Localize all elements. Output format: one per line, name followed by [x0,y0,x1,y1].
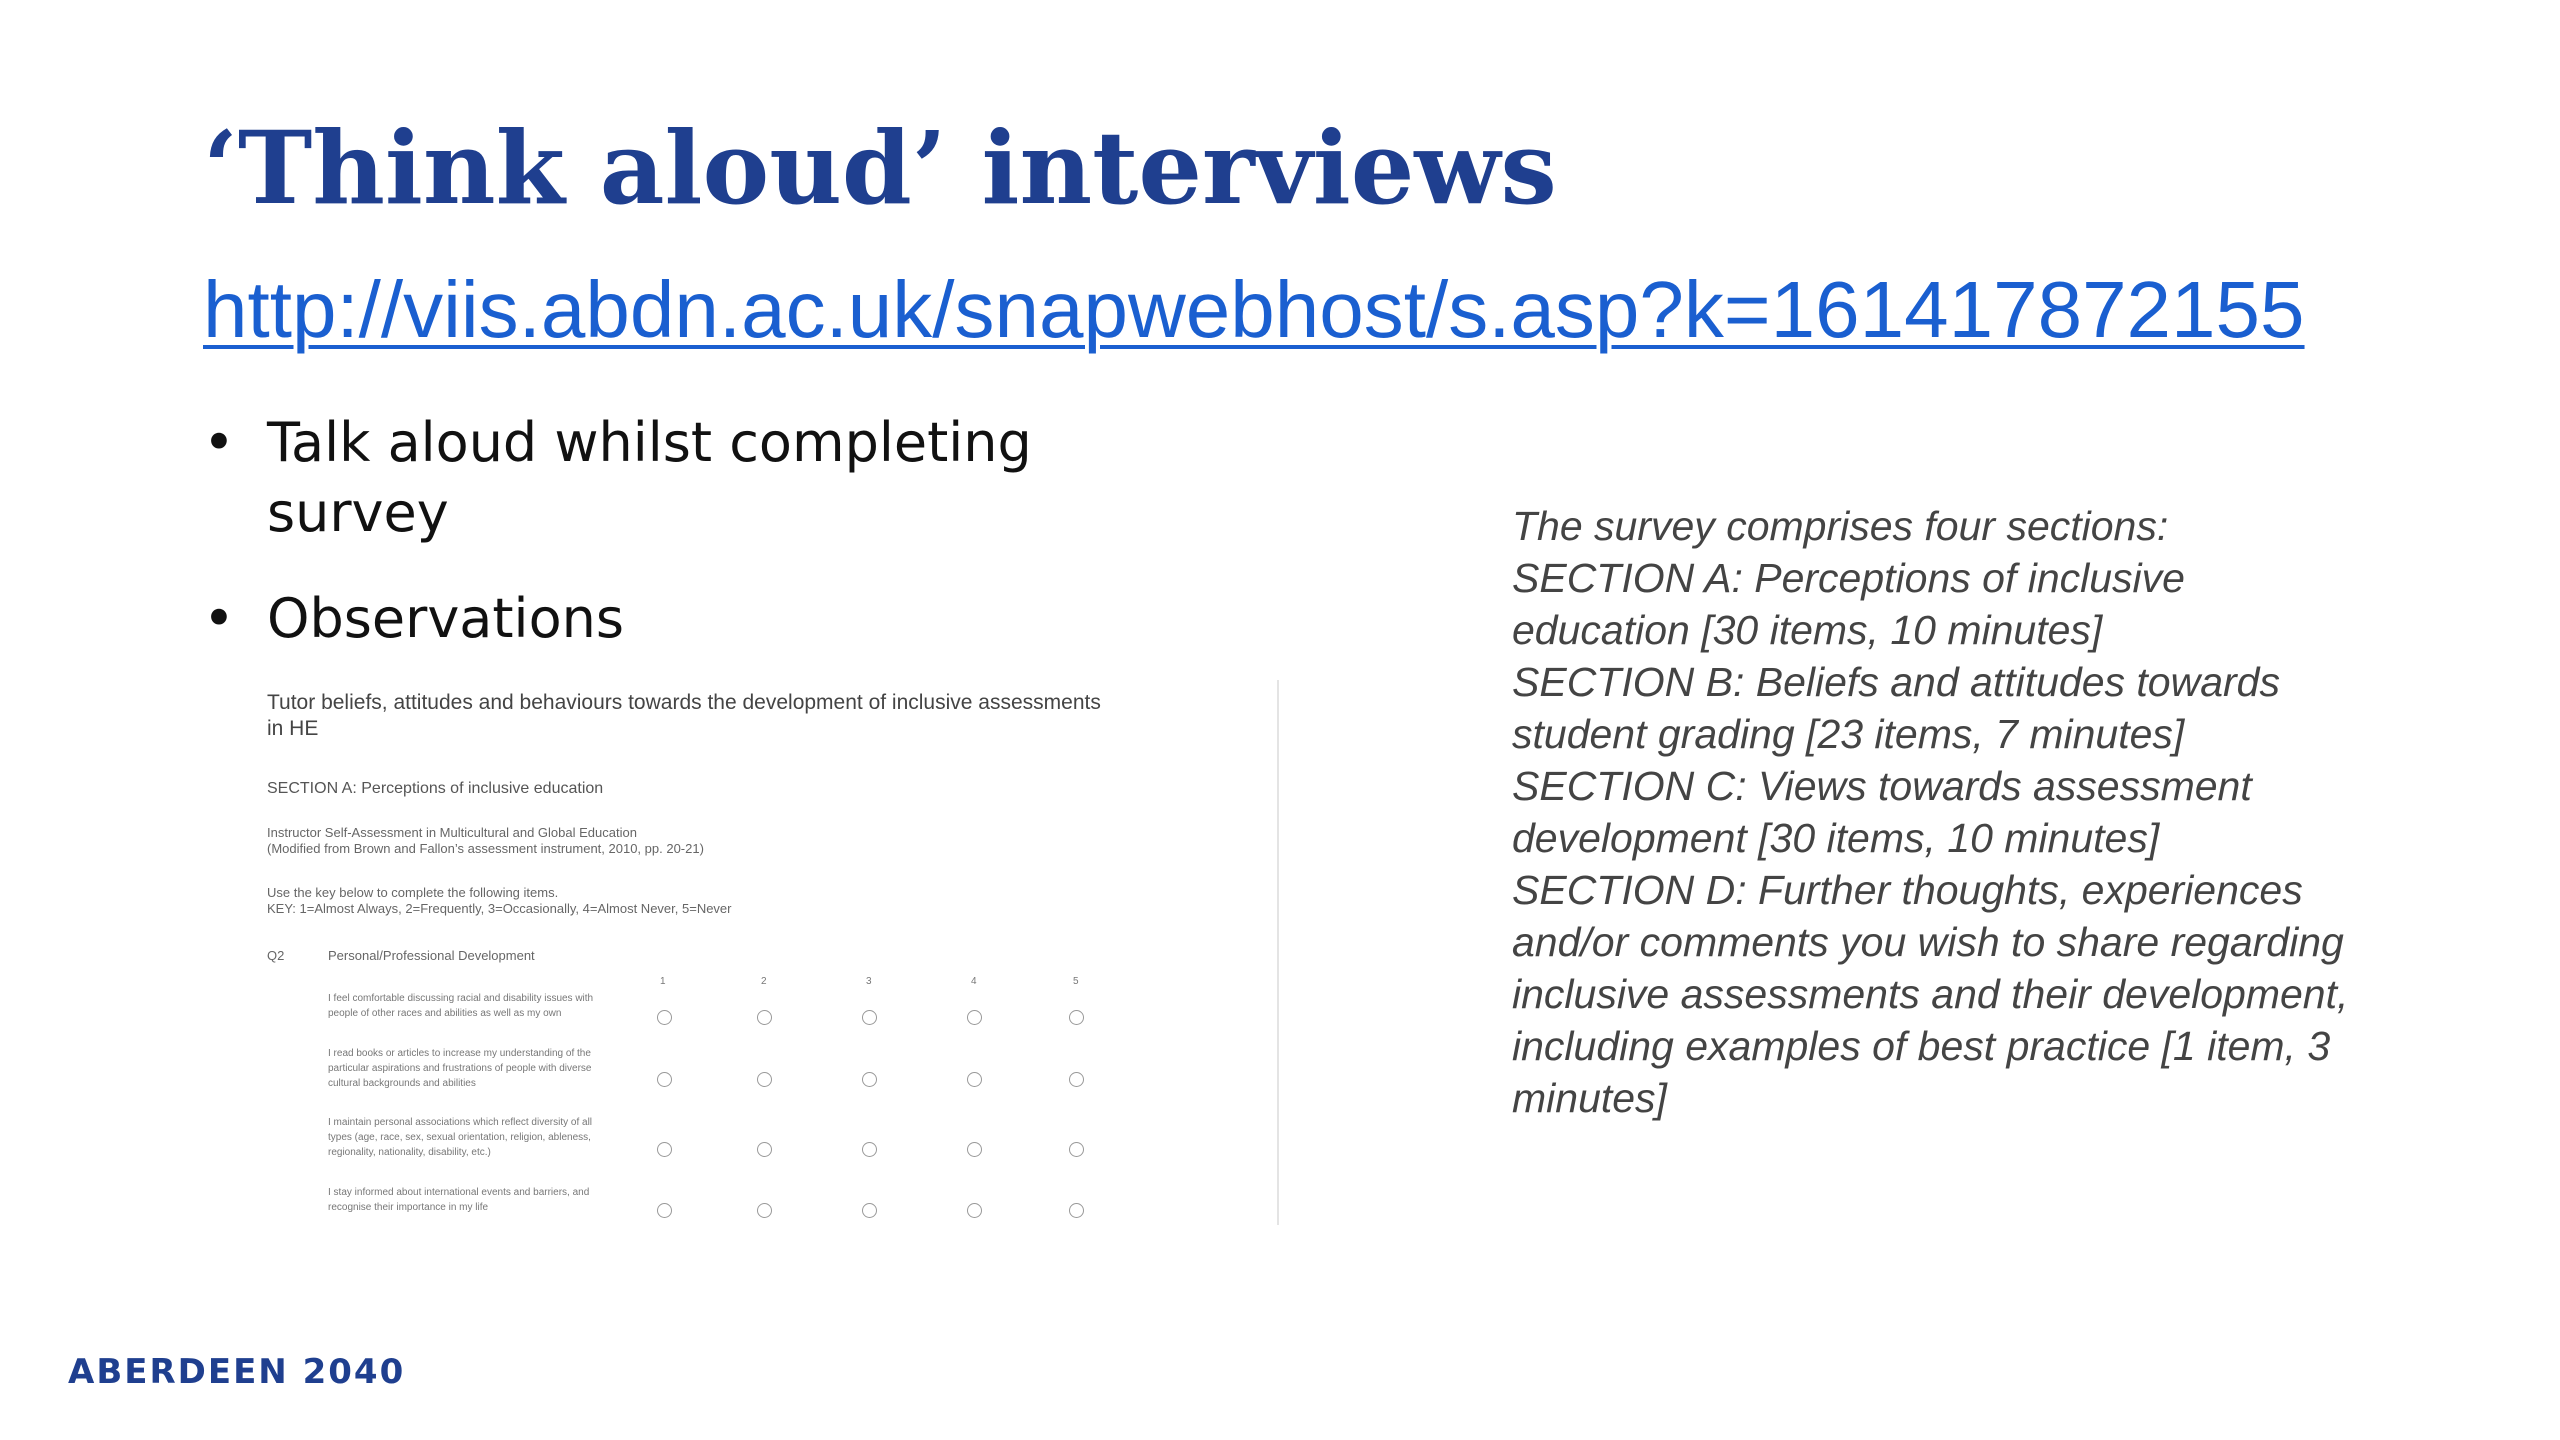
radio-option[interactable] [657,1203,672,1218]
radio-option[interactable] [657,1010,672,1025]
survey-item: I feel comfortable discussing racial and disability issues with people of other races and abilities as well as my own [328,993,594,1019]
slide-title: ‘Think aloud’ interviews [203,109,1557,227]
bullet-marker: • [203,587,235,650]
radio-option[interactable] [967,1142,982,1157]
radio-option[interactable] [862,1203,877,1218]
key-line: Use the key below to complete the following items. [267,885,559,900]
instrument-line: Instructor Self-Assessment in Multicultural and Global Education [267,825,637,840]
survey-section-heading: SECTION A: Perceptions of inclusive education [267,780,604,797]
survey-screenshot [265,680,1280,1225]
survey-description-line: SECTION D: Further thoughts, experiences and/or comments you wish to share regarding inclusive assessments and their development, including examples of best practice [1 item, 3 minutes] [1512,867,2349,1121]
survey-description [1512,500,2372,1124]
question-number: Q2 [267,948,285,963]
radio-option[interactable] [967,1203,982,1218]
survey-item: I read books or articles to increase my understanding of the particular aspirations and frustrations of people with diverse cultural backgrounds and abilities [328,1048,592,1089]
survey-description-line: SECTION C: Views towards assessment development [30 items, 10 minutes] [1512,763,2252,861]
survey-description-line: SECTION B: Beliefs and attitudes towards student grading [23 items, 7 minutes] [1512,659,2280,757]
scale-label: 3 [866,976,872,987]
survey-form-title: Tutor beliefs, attitudes and behaviours towards the development of inclusive assessments in HE [267,691,1101,740]
radio-option[interactable] [862,1072,877,1087]
bullet-text: Talk aloud whilst completing survey [267,411,1032,544]
key-line: KEY: 1=Almost Always, 2=Frequently, 3=Occasionally, 4=Almost Never, 5=Never [267,901,732,916]
radio-option[interactable] [967,1010,982,1025]
radio-option[interactable] [1069,1203,1084,1218]
instrument-line: (Modified from Brown and Fallon’s assessment instrument, 2010, pp. 20-21) [267,841,704,856]
survey-link[interactable]: http://viis.abdn.ac.uk/snapwebhost/s.asp?k=161417872155 [203,265,2305,354]
scale-label: 5 [1073,976,1079,987]
radio-option[interactable] [757,1142,772,1157]
survey-item: I maintain personal associations which reflect diversity of all types (age, race, sex, sexual orientation, religion, ableness, regionality, nationality, disability, etc.) [328,1117,593,1158]
screenshot-divider [1277,680,1279,1225]
radio-option[interactable] [1069,1072,1084,1087]
bullet-text: Observations [267,587,624,650]
radio-option[interactable] [1069,1142,1084,1157]
radio-option[interactable] [757,1203,772,1218]
survey-key [267,885,732,917]
footer-brand: ABERDEEN 2040 [68,1352,406,1392]
bullet-marker: • [203,411,235,474]
radio-option[interactable] [862,1010,877,1025]
survey-description-line: The survey comprises four sections: [1512,503,2169,549]
radio-option[interactable] [757,1072,772,1087]
scale-label: 1 [660,976,666,987]
survey-instrument-note [267,825,704,857]
bullet-item [203,408,1103,548]
scale-label: 2 [761,976,767,987]
radio-option[interactable] [657,1142,672,1157]
radio-option[interactable] [967,1072,982,1087]
radio-option[interactable] [657,1072,672,1087]
radio-option[interactable] [1069,1010,1084,1025]
radio-option[interactable] [757,1010,772,1025]
radio-option[interactable] [862,1142,877,1157]
survey-item: I stay informed about international events and barriers, and recognise their importance in my life [328,1187,590,1213]
bullet-list [203,408,1103,690]
scale-label: 4 [971,976,977,987]
survey-description-line: SECTION A: Perceptions of inclusive education [30 items, 10 minutes] [1512,555,2185,653]
question-title: Personal/Professional Development [328,948,535,963]
bullet-item [203,584,1103,654]
